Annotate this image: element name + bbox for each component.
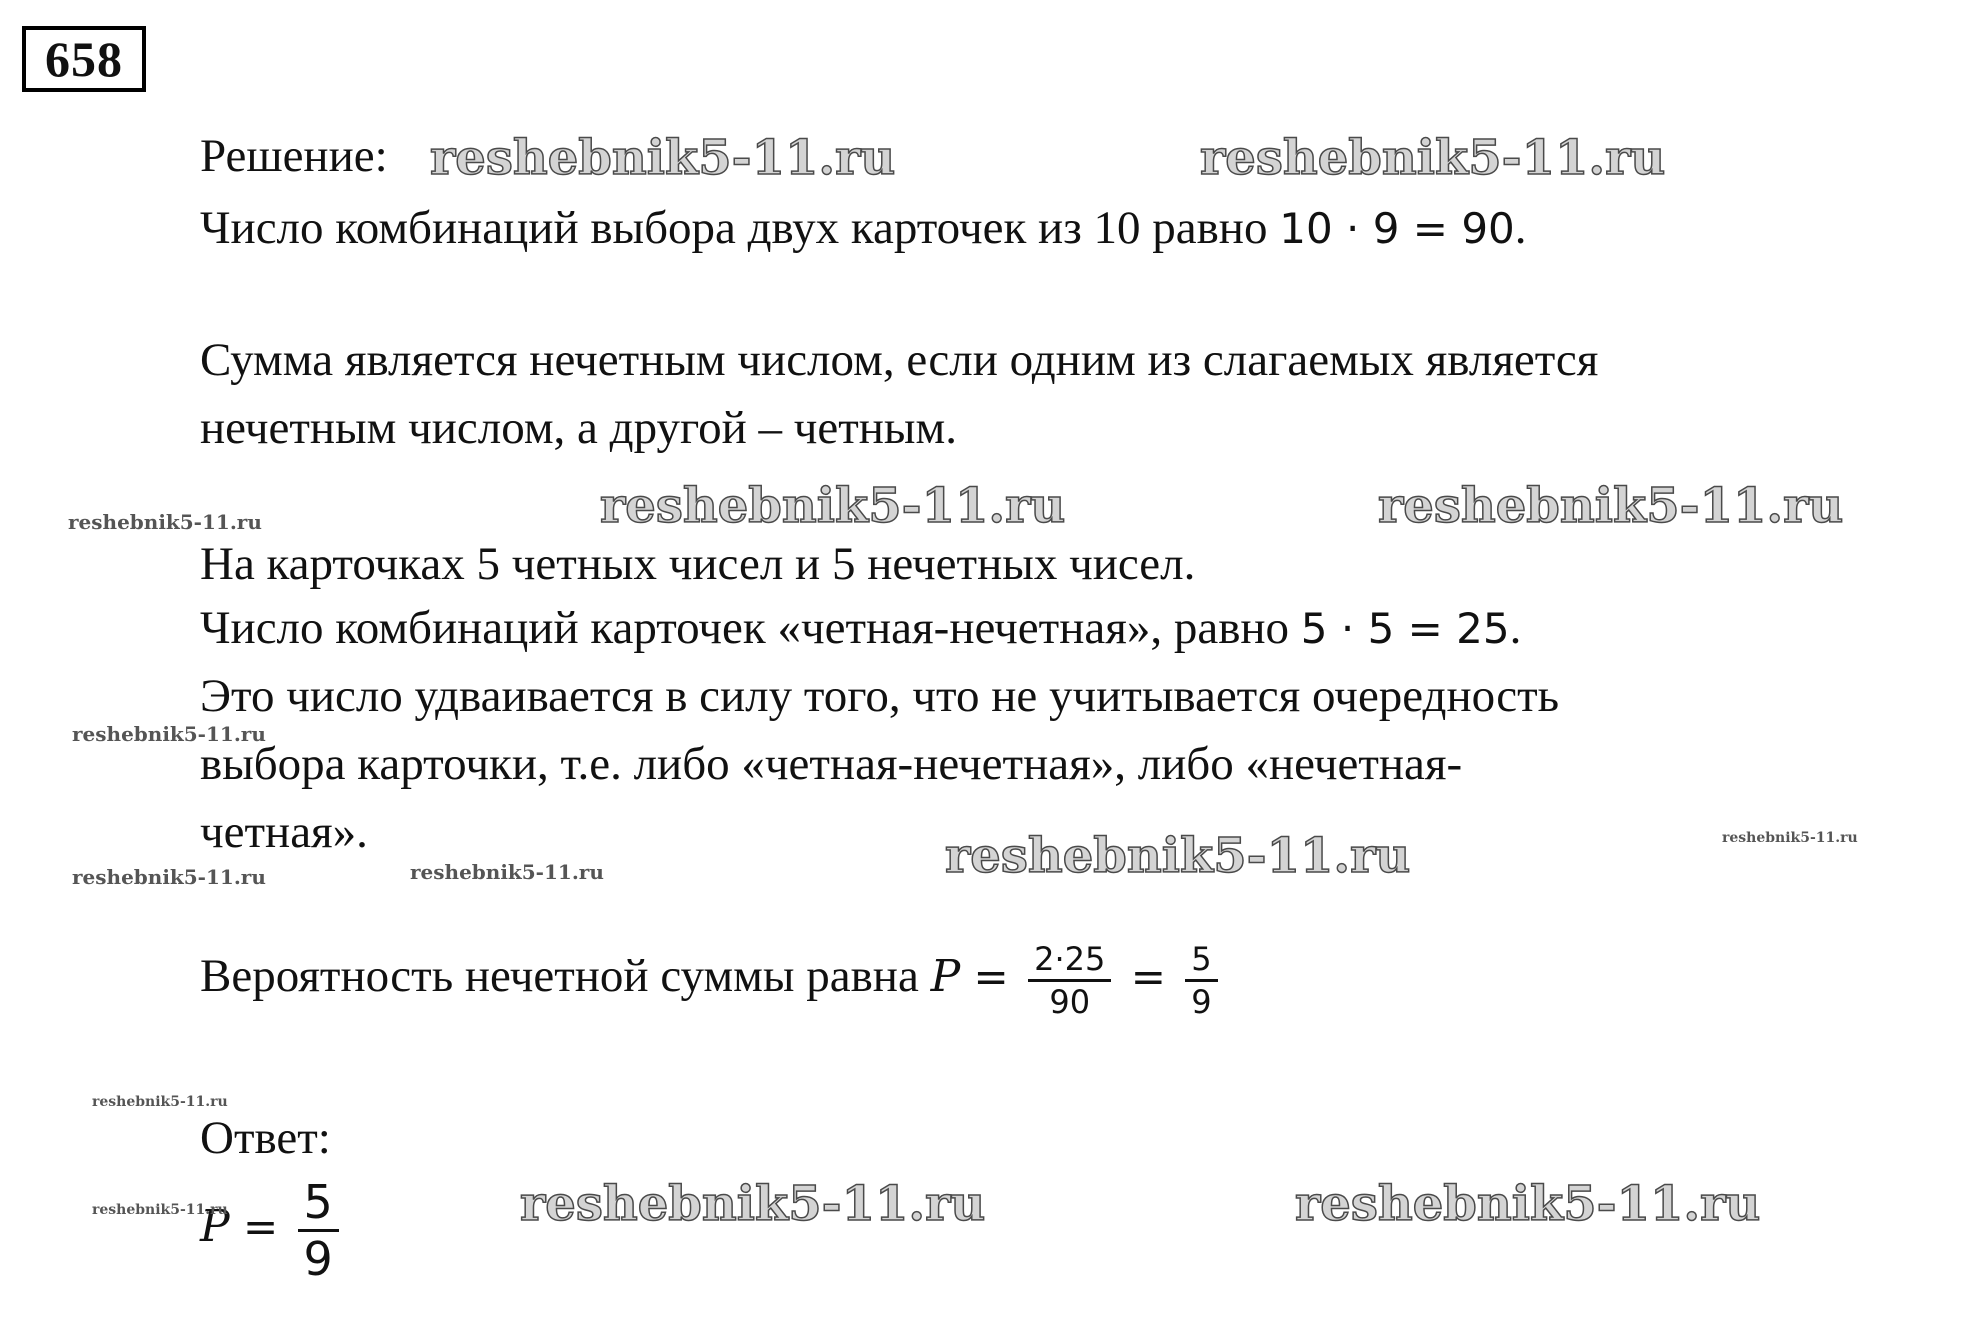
watermark: reshebnik5-11.ru xyxy=(68,510,262,534)
line-5-math: 5 · 5 = 25 xyxy=(1300,604,1510,653)
probability-eq: = xyxy=(960,952,1023,1001)
probability-eq-2: = xyxy=(1117,952,1180,1001)
text-line-8: четная». xyxy=(200,806,368,858)
watermark: reshebnik5-11.ru xyxy=(92,1202,228,1218)
answer-eq: = xyxy=(229,1202,292,1251)
answer-label: Ответ: xyxy=(200,1112,331,1164)
line-1-math: 10 · 9 = 90 xyxy=(1279,204,1515,253)
text-line-3: нечетным числом, а другой – четным. xyxy=(200,402,957,454)
line-1-end: . xyxy=(1514,202,1527,254)
answer-fraction xyxy=(298,1175,339,1286)
probability-var: P xyxy=(930,951,961,1002)
watermark: reshebnik5-11.ru xyxy=(92,1094,228,1110)
watermark: reshebnik5-11.ru xyxy=(1200,130,1666,186)
watermark: reshebnik5-11.ru xyxy=(72,722,266,746)
watermark: reshebnik5-11.ru xyxy=(410,860,604,884)
watermark: reshebnik5-11.ru xyxy=(520,1176,986,1232)
line-5-end: . xyxy=(1509,602,1522,654)
watermark: reshebnik5-11.ru xyxy=(945,828,1411,884)
fraction-denominator: 90 xyxy=(1049,982,1091,1021)
text-line-6: Это число удваивается в силу того, что не учитывается очередность xyxy=(200,670,1560,722)
fraction-2x25-over-90 xyxy=(1028,939,1111,1022)
probability-text: Вероятность нечетной суммы равна xyxy=(200,950,931,1002)
answer-denominator: 9 xyxy=(303,1231,333,1286)
text-line-2: Сумма является нечетным числом, если одним из слагаемых является xyxy=(200,334,1599,386)
watermark: reshebnik5-11.ru xyxy=(600,478,1066,534)
problem-number: 658 xyxy=(22,26,146,92)
probability-line xyxy=(200,930,1224,1023)
text-line-4: На карточках 5 четных чисел и 5 нечетных чисел. xyxy=(200,538,1196,590)
answer-formula xyxy=(200,1166,345,1287)
fraction-denominator: 9 xyxy=(1191,982,1212,1021)
watermark: reshebnik5-11.ru xyxy=(1722,830,1858,846)
text-line-7: выбора карточки, т.е. либо «четная-нечетная», либо «нечетная- xyxy=(200,738,1463,790)
line-1-text: Число комбинаций выбора двух карточек из 10 равно xyxy=(200,202,1280,254)
answer-var: P xyxy=(200,1201,230,1252)
watermark: reshebnik5-11.ru xyxy=(1295,1176,1761,1232)
watermark: reshebnik5-11.ru xyxy=(1378,478,1844,534)
line-5-text: Число комбинаций карточек «четная-нечетная», равно xyxy=(200,602,1301,654)
watermark: reshebnik5-11.ru xyxy=(72,865,266,889)
text-line-5 xyxy=(200,600,1521,657)
fraction-5-over-9 xyxy=(1185,939,1217,1022)
fraction-numerator: 2·25 xyxy=(1028,939,1111,982)
answer-numerator: 5 xyxy=(298,1175,339,1232)
fraction-numerator: 5 xyxy=(1185,939,1217,982)
text-line-1 xyxy=(200,200,1527,257)
watermark: reshebnik5-11.ru xyxy=(430,130,896,186)
solution-label: Решение: xyxy=(200,130,388,182)
